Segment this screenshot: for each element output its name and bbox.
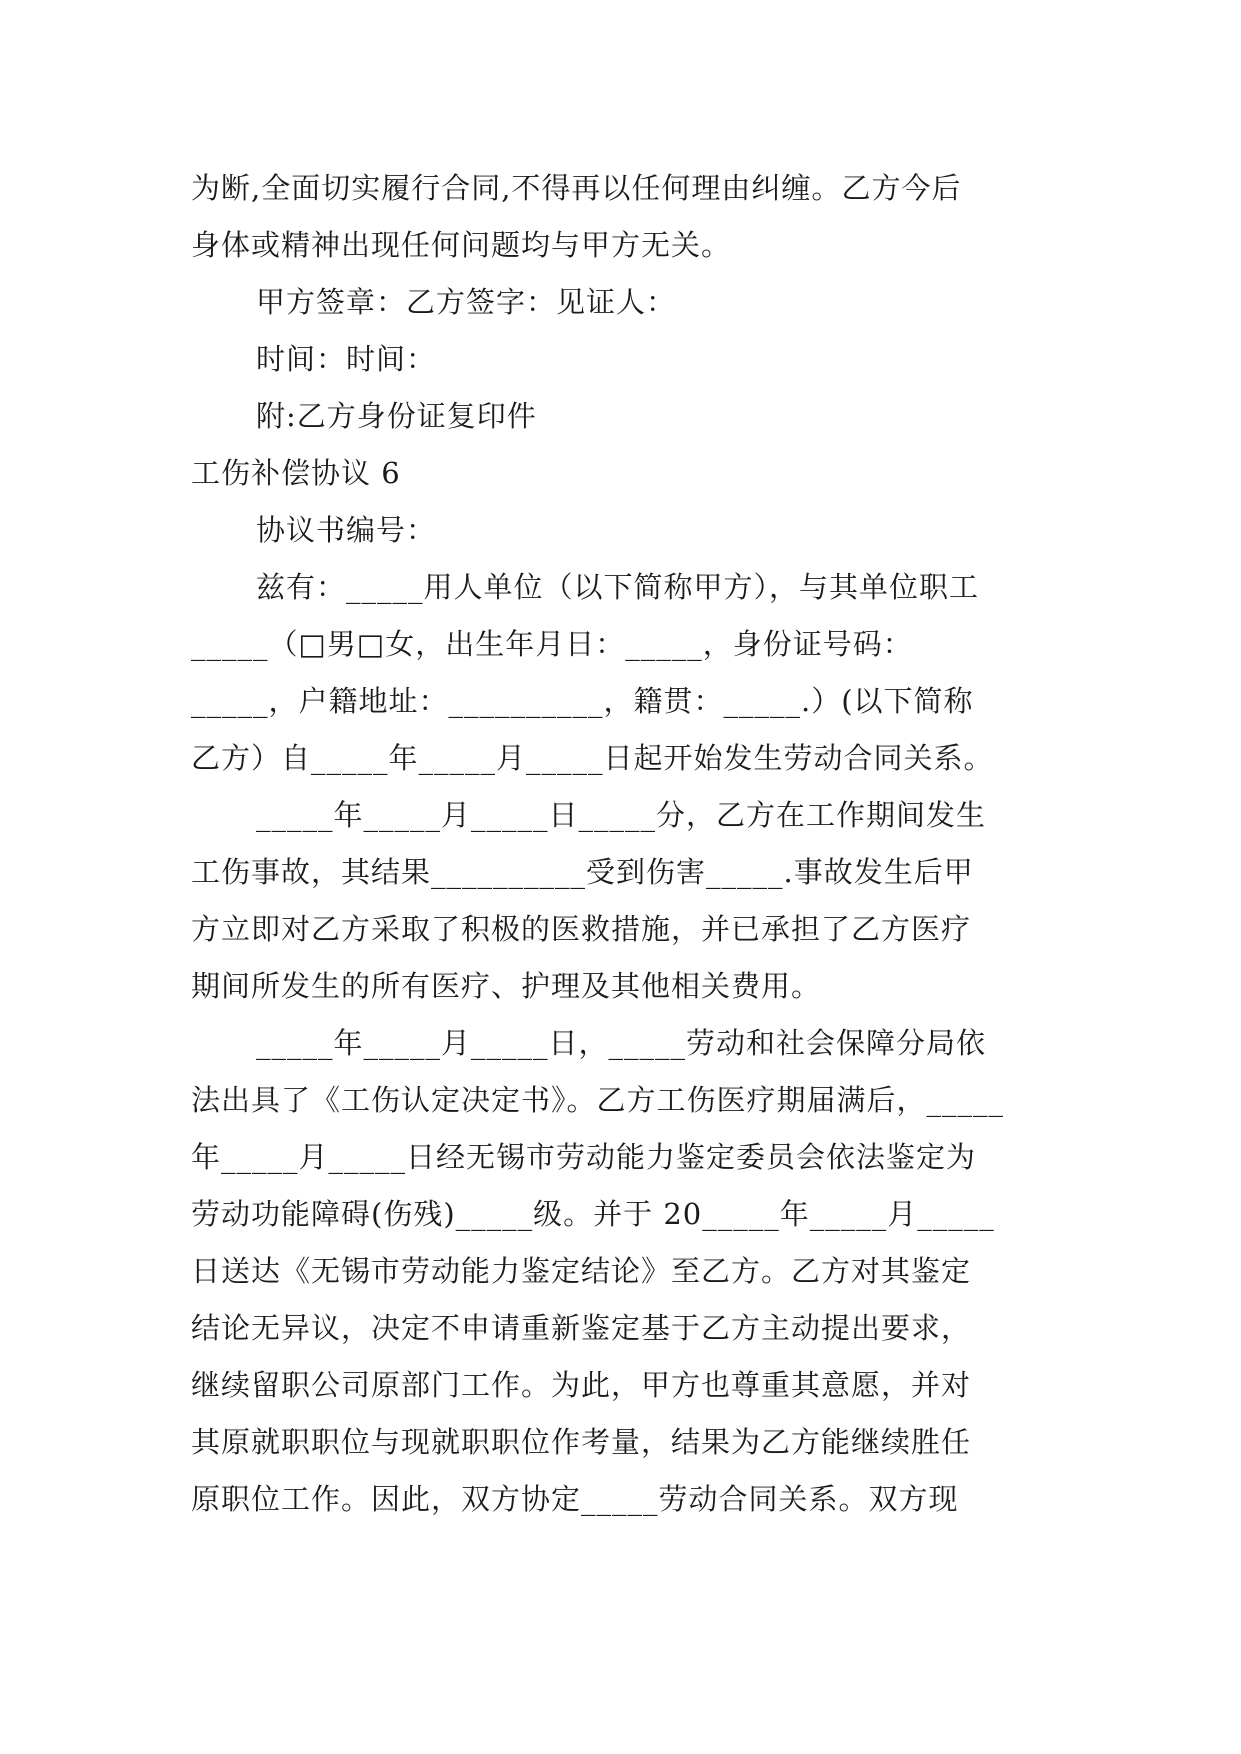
attachment-line: 附:乙方身份证复印件 — [256, 399, 537, 433]
text-line: _____年_____月_____日，_____劳动和社会保障分局依 — [256, 1026, 987, 1060]
text-line: 乙方）自_____年_____月_____日起开始发生劳动合同关系。 — [191, 741, 994, 775]
text-line: 原职位工作。因此，双方协定_____劳动合同关系。双方现 — [191, 1482, 959, 1516]
text-line: 继续留职公司原部门工作。为此，甲方也尊重其意愿，并对 — [191, 1368, 972, 1402]
date-line: 时间：时间： — [256, 342, 437, 376]
text-line: 其原就职职位与现就职职位作考量，结果为乙方能继续胜任 — [191, 1425, 972, 1459]
text-line: 劳动功能障碍(伤残)_____级。并于 20_____年_____月_____ — [191, 1197, 995, 1231]
signature-line: 甲方签章：乙方签字：见证人： — [256, 285, 677, 319]
text-line: 兹有：_____用人单位（以下简称甲方），与其单位职工 — [256, 570, 980, 604]
text-line: _____，户籍地址：__________，籍贯：_____.）(以下简称 — [191, 684, 974, 718]
text-line: 期间所发生的所有医疗、护理及其他相关费用。 — [191, 969, 822, 1003]
text-line: 日送达《无锡市劳动能力鉴定结论》至乙方。乙方对其鉴定 — [191, 1254, 972, 1288]
text-line: 方立即对乙方采取了积极的医救措施，并已承担了乙方医疗 — [191, 912, 972, 946]
agreement-number: 协议书编号： — [256, 513, 437, 547]
text-line: 身体或精神出现任何问题均与甲方无关。 — [191, 228, 732, 262]
text-line: 工伤事故，其结果__________受到伤害_____.事故发生后甲 — [191, 855, 974, 889]
text-line: 为断,全面切实履行合同,不得再以任何理由纠缠。乙方今后 — [191, 171, 962, 205]
text-line: 年_____月_____日经无锡市劳动能力鉴定委员会依法鉴定为 — [191, 1140, 977, 1174]
text-line: 法出具了《工伤认定决定书》。乙方工伤医疗期届满后，_____ — [191, 1083, 1005, 1117]
text-line: _____（□男□女，出生年月日：_____，身份证号码： — [191, 627, 913, 661]
text-line: _____年_____月_____日_____分，乙方在工作期间发生 — [256, 798, 987, 832]
text-line: 结论无异议，决定不申请重新鉴定基于乙方主动提出要求， — [191, 1311, 972, 1345]
section-title: 工伤补偿协议 6 — [191, 456, 401, 490]
